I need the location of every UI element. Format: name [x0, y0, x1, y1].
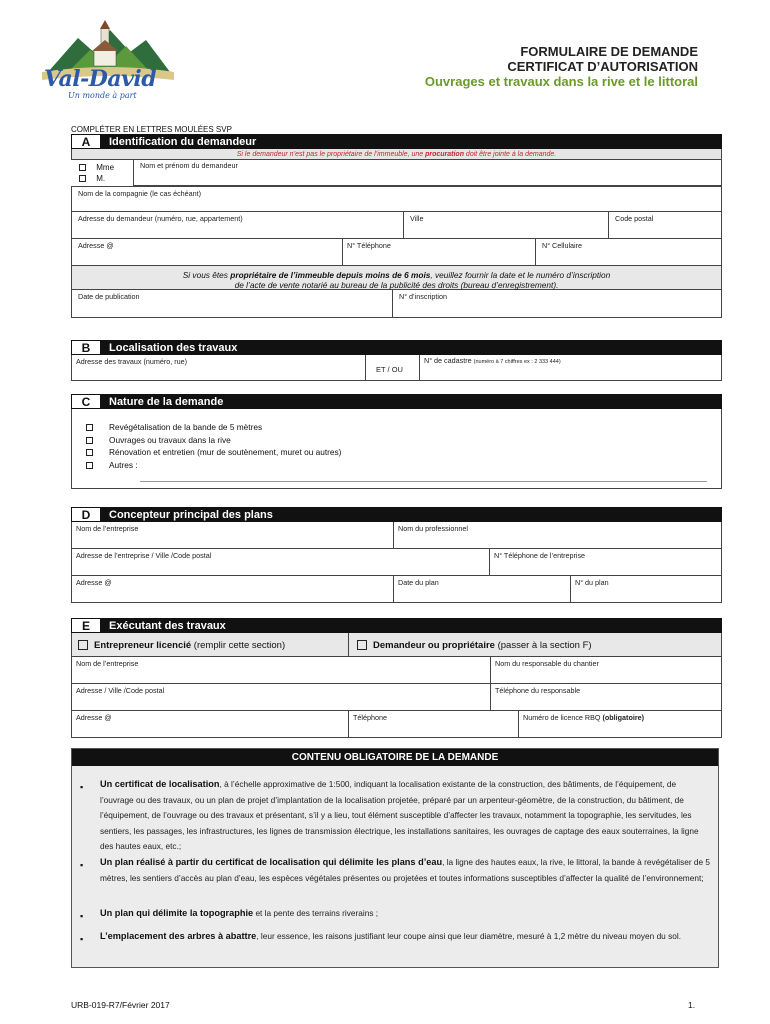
section-b [71, 340, 722, 381]
row-executor-type [71, 633, 722, 657]
contractor-option[interactable]: Entrepreneur licencié (remplir cette section) [78, 640, 285, 651]
contractor-checkbox[interactable] [78, 640, 88, 650]
logo-name: Val-David [44, 66, 157, 92]
logo-tagline: Un monde à part [68, 91, 137, 100]
section-letter: B [71, 340, 101, 355]
email-label: Adresse @ [76, 578, 112, 587]
val-david-logo [38, 20, 178, 102]
checkbox[interactable] [86, 424, 93, 431]
m-checkbox[interactable] [79, 175, 86, 182]
instruction-note: COMPLÉTER EN LETTRES MOULÉES SVP [71, 125, 232, 134]
section-d-header [71, 507, 722, 522]
option-autres[interactable]: Autres : [86, 459, 341, 472]
bullet-icon: ▪ [80, 911, 84, 921]
nature-option-list [86, 421, 341, 471]
row-contact [71, 239, 722, 266]
bullet-icon: ▪ [80, 934, 84, 944]
section-letter: D [71, 507, 101, 522]
owner-checkbox[interactable] [357, 640, 367, 650]
publication-date-label: Date de publication [78, 292, 140, 301]
option-renovation[interactable]: Rénovation et entretien (mur de soutènement, muret ou autres) [86, 446, 341, 459]
form-code: URB-019-R7/Février 2017 [71, 1000, 170, 1010]
professional-field[interactable]: Nom du professionnel [393, 522, 721, 548]
section-letter: E [71, 618, 101, 633]
checkbox[interactable] [86, 462, 93, 469]
content-item-1: Un certificat de localisation, à l’échelle approximative de 1:500, indiquant la localisation existante de la construction, des bâtiments, de l’équipement, de l’ouvrage ou des travaux, ou un plan de projet d’implantation de la localisation projetée, préparé par un arpenteur-géomètre, de la construction, du bâtiment, de l’équipement, de l’ouvrage ou des travaux et présentant, s’il y a lieu, tout élément susceptible d’affecter les travaux, notamment la topographie, les servitudes, les sentiers, les passages, les infrastructures, les lignes de transmission électrique, les installations sanitaires, les ouvrages de captage des eaux souterraines, la ligne des hautes eaux, etc.; [100, 779, 699, 851]
phone-field[interactable]: Téléphone [348, 711, 721, 737]
rbq-license-field[interactable]: Numéro de licence RBQ (obligatoire) [518, 711, 721, 737]
email-label: Adresse @ [78, 241, 114, 250]
phone-field[interactable]: N° Téléphone [342, 239, 721, 265]
postal-code-field[interactable]: Code postal [608, 212, 721, 238]
inscription-field[interactable]: N° d’inscription [392, 290, 721, 317]
section-c [71, 394, 722, 489]
cell-field[interactable]: N° Cellulaire [535, 239, 721, 265]
row-designer [71, 522, 722, 549]
section-title: Nature de la demande [109, 395, 224, 408]
section-e-header [71, 618, 722, 633]
email-label: Adresse @ [76, 713, 112, 722]
mme-option[interactable]: Mme [79, 163, 114, 172]
name-field[interactable]: Nom et prénom du demandeur [133, 160, 722, 186]
section-d [71, 507, 722, 603]
site-manager-field[interactable]: Nom du responsable du chantier [490, 657, 721, 683]
other-line[interactable] [140, 481, 707, 482]
content-item-3: Un plan qui délimite la topographie et la pente des terrains riverains ; [100, 908, 379, 918]
form-subtitle: CERTIFICAT D’AUTORISATION [507, 59, 698, 74]
plan-number-field[interactable]: N° du plan [570, 576, 721, 602]
city-field[interactable]: Ville [403, 212, 721, 238]
section-title: Localisation des travaux [109, 341, 238, 354]
form-subject: Ouvrages et travaux dans la rive et le littoral [424, 74, 698, 89]
row-location [71, 355, 722, 381]
bullet-icon: ▪ [80, 782, 84, 792]
m-option[interactable]: M. [79, 174, 105, 183]
section-e [71, 618, 722, 738]
mandatory-content-box [71, 748, 719, 968]
section-a [71, 134, 722, 318]
section-c-header [71, 394, 722, 409]
cadastre-field[interactable]: N° de cadastre (numéro à 7 chiffres ex : 2 333 444) [419, 355, 721, 380]
section-letter: C [71, 394, 101, 409]
company-label: Nom de l’entreprise [76, 524, 139, 533]
company-address-label: Adresse de l’entreprise / Ville /Code postal [76, 551, 212, 560]
section-b-header [71, 340, 722, 355]
work-address-label: Adresse des travaux (numéro, rue) [76, 357, 188, 366]
row-publication [71, 290, 722, 318]
section-title: Concepteur principal des plans [109, 508, 273, 521]
row-name [71, 160, 722, 186]
address-label: Adresse / Ville /Code postal [76, 686, 165, 695]
row-executor-contact [71, 711, 722, 738]
mandatory-content-title: CONTENU OBLIGATOIRE DE LA DEMANDE [72, 749, 718, 766]
row-address [71, 212, 722, 239]
company-label: Nom de l’entreprise [76, 659, 139, 668]
and-or-separator: ET / OU [365, 355, 419, 380]
checkbox[interactable] [86, 449, 93, 456]
company-phone-field[interactable]: N° Téléphone de l’entreprise [489, 549, 721, 575]
option-revegetalisation[interactable]: Revégétalisation de la bande de 5 mètres [86, 421, 341, 434]
owner-option[interactable]: Demandeur ou propriétaire (passer à la section F) [348, 633, 721, 656]
mme-checkbox[interactable] [79, 164, 86, 171]
address-label: Adresse du demandeur (numéro, rue, appartement) [78, 214, 243, 223]
owner-info: Si vous êtes propriétaire de l’immeuble depuis moins de 6 mois, veuillez fournir la date et le numéro d’inscription de l’acte de vente notarié au bureau de la publicité des droits (bureau d’enregistrement). [71, 266, 722, 290]
nature-options [71, 409, 722, 489]
checkbox[interactable] [86, 437, 93, 444]
form-title: FORMULAIRE DE DEMANDE [520, 44, 698, 59]
content-item-2: Un plan réalisé à partir du certificat de localisation qui délimite les plans d’eau, la ligne des hautes eaux, la rive, le littoral, la bande à revégétaliser de 5 mètres, les sentiers d’accès au plan d’eau, les espèces végétales présentes ou projetées et toutes informations susceptibles d’affecter la qualité de l’environnement; [100, 857, 711, 883]
row-plan [71, 576, 722, 603]
section-title: Exécutant des travaux [109, 619, 226, 632]
page-number: 1. [688, 1000, 696, 1010]
section-letter: A [71, 134, 101, 149]
row-executor [71, 657, 722, 684]
option-ouvrages[interactable]: Ouvrages ou travaux dans la rive [86, 434, 341, 447]
manager-phone-field[interactable]: Téléphone du responsable [490, 684, 721, 710]
company-field[interactable]: Nom de la compagnie (le cas échéant) [71, 186, 722, 212]
row-designer-address [71, 549, 722, 576]
content-item-4: L’emplacement des arbres à abattre, leur essence, les raisons justifiant leur coupe ainsi que leur diamètre, mesuré à 1,2 mètre du niveau moyen du sol. [100, 931, 682, 941]
procuration-warning: Si le demandeur n’est pas le propriétaire de l’immeuble, une procuration doit être jointe à la demande. [71, 149, 722, 160]
section-title: Identification du demandeur [109, 135, 257, 148]
row-executor-address [71, 684, 722, 711]
bullet-icon: ▪ [80, 860, 84, 870]
section-a-header [71, 134, 722, 149]
plan-date-field[interactable]: Date du plan [393, 576, 721, 602]
